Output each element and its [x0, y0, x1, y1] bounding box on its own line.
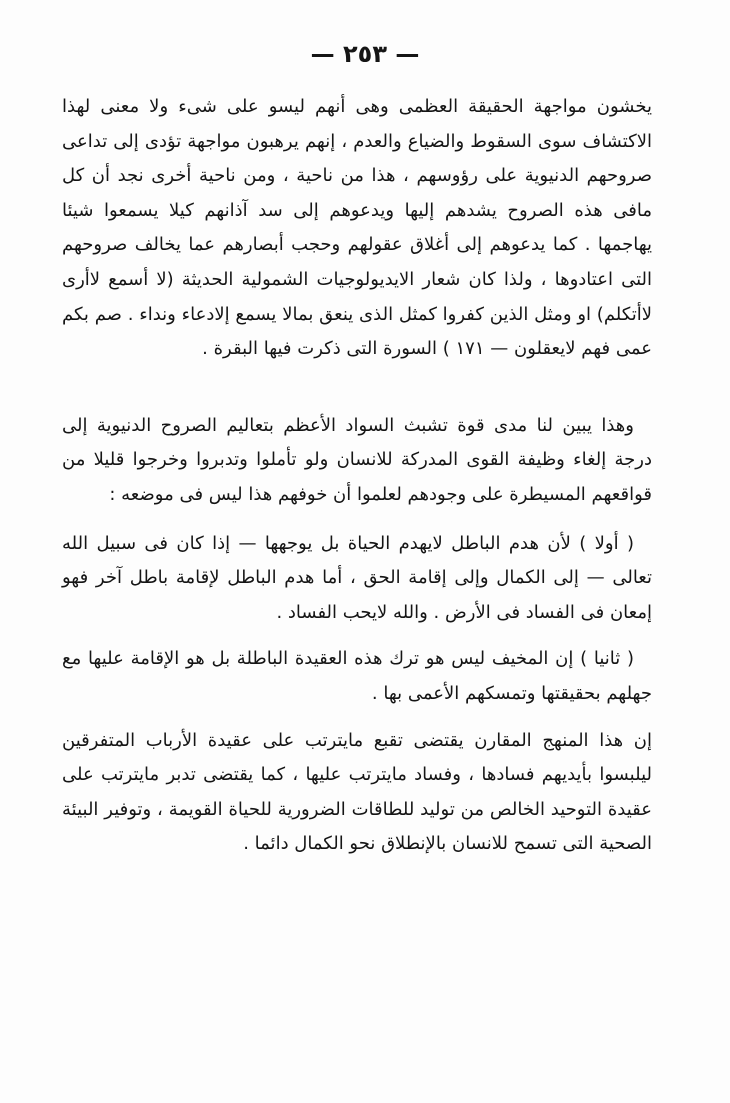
page-body: [62, 90, 652, 862]
paragraph-2: وهذا يبين لنا مدى قوة تشبث السواد الأعظم بتعاليم الصروح الدنيوية إلى درجة إلغاء وظيفة القوى المدركة للانسان ولو تأملوا وتدبروا وخرجوا قليلا من قواقعهم المسيطرة على وجودهم لعلموا أن خوفهم هذا ليس فى موضعه :: [62, 414, 652, 505]
paragraph-5: إن هذا المنهج المقارن يقتضى تقبع مايترتب على عقيدة الأرباب المتفرقين ليلبسوا بأيديهم فسادها ، وفساد مايترتب عليها ، كما يقتضى تدبر مايترتب على عقيدة التوحيد الخالص من توليد للطاقات الضرورية للحياة القويمة ، وتوفير البيئة الصحية التى تسمح للانسان بالإنطلاق نحو الكمال دائما .: [62, 729, 652, 855]
page-number: — ٢٥٣ —: [310, 40, 420, 68]
paragraph-1: يخشون مواجهة الحقيقة العظمى وهى أنهم ليسو على شىء ولا معنى لهذا الاكتشاف سوى السقوط والضياع والعدم ، إنهم يرهبون مواجهة تؤدى إلى تداعى صروحهم الدنيوية على رؤوسهم ، هذا من ناحية ، ومن ناحية أخرى نجد أن كل مافى هذه الصروح يشدهم إليها ويدعوهم إلى سد آذانهم كيلا يسمعوا شيئا يهاجمها . كما يدعوهم إلى أغلاق عقولهم وحجب أبصارهم عما يخالف صروحهم التى اعتادوها ، ولذا كان شعار الايديولوجيات الشمولية الحديثة (لا أسمع لاأرى لاأتكلم) او ومثل الذين كفروا كمثل الذى ينعق بمالا يسمع إلادعاء ونداء . صم بكم عمى فهم لايعقلون — ١٧١ ) السورة التى ذكرت فيها البقرة .: [62, 96, 652, 360]
paragraph-4: ( ثانيا ) إن المخيف ليس هو ترك هذه العقيدة الباطلة بل هو الإقامة عليها مع جهلهم بحقيقتها وتمسكهم الأعمى بها .: [62, 648, 652, 704]
paragraph-3: ( أولا ) لأن هدم الباطل لايهدم الحياة بل يوجهها — إذا كان فى سبيل الله تعالى — إلى الكمال وإلى إقامة الحق ، أما هدم الباطل لإقامة باطل آخر فهو إمعان فى الفساد فى الأرض . والله لايحب الفساد .: [62, 532, 652, 623]
